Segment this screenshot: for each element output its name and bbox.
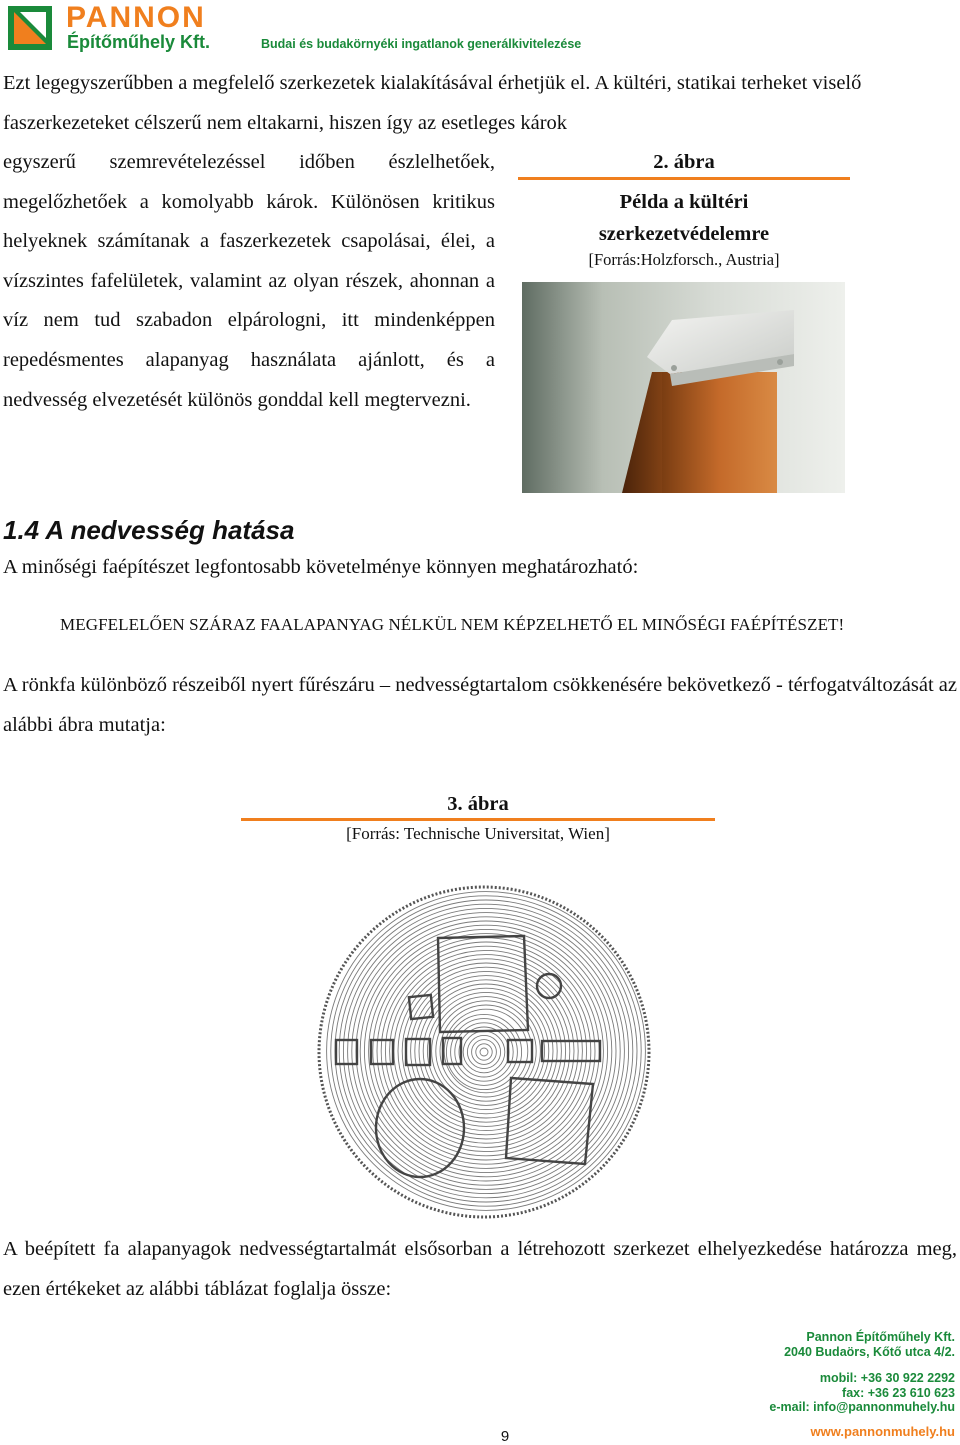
- log-cross-section-drawing: [310, 878, 658, 1226]
- footer-address: 2040 Budaörs, Kőtő utca 4/2.: [784, 1344, 955, 1359]
- volume-change-paragraph: A rönkfa különböző részeiből nyert fűrészáru – nedvességtartalom csökkenésére bekövetkező - térfogatváltozását az alábbi ábra mutatja:: [3, 674, 957, 736]
- figure-2-source: [Forrás:Holzforsch., Austria]: [588, 250, 780, 269]
- closing-paragraph: A beépített fa alapanyagok nedvességtartalmát elsősorban a létrehozott szerkezet elhelyezkedése határozza meg, ezen értékeket az alábbi táblázat foglalja össze:: [3, 1238, 957, 1300]
- footer-company: Pannon Építőműhely Kft.: [806, 1330, 955, 1344]
- footer-contact: [740, 1330, 955, 1415]
- cross-section-piece-3: [406, 1039, 430, 1065]
- figure-2-rule: [518, 177, 850, 180]
- section-intro: A minőségi faépítészet legfontosabb követelménye könnyen meghatározható:: [3, 556, 639, 578]
- brand-tagline: Budai és budakörnyéki ingatlanok generálkivitelezése: [261, 37, 582, 51]
- pannon-logo-icon: [8, 6, 52, 50]
- intro-paragraph-column: egyszerű szemrevételezéssel időben észlelhetőek, megelőzhetőek a komolyabb károk. Különösen kritikus helyeknek számítanak a faszerkezetek csapolásai, élei, a vízszintes fafelületek, valamint az olyan részek, ahonnan a víz nem tud szabadon elpárologni, itt mindenképpen repedésmentes alapanyag használata ajánlott, és a nedvesség elvezetését különös gonddal kell megtervezni.: [3, 151, 495, 411]
- figure-2-title: 2. ábra: [653, 151, 715, 173]
- intro-paragraph-full: Ezt legegyszerűbben a megfelelő szerkezetek kialakításával érhetjük el. A kültéri, statikai terheket viselő faszerkezeteket célszerű nem eltakarni, hiszen így az esetleges károk: [3, 72, 862, 134]
- figure-2-caption-line2: szerkezetvédelemre: [598, 223, 770, 245]
- page-number: 9: [500, 1428, 510, 1445]
- wood-post-photo: [522, 282, 845, 493]
- footer-website-link[interactable]: www.pannonmuhely.hu: [810, 1424, 955, 1439]
- figure-2-caption: [518, 188, 850, 246]
- brand-name: PANNON: [66, 1, 206, 34]
- figure-2-caption-line1: Példa a kültéri: [619, 191, 749, 213]
- cross-section-piece-6: [542, 1041, 600, 1061]
- footer-mobile: mobil: +36 30 922 2292: [819, 1371, 955, 1385]
- brand-subtitle: Építőműhely Kft.: [67, 32, 210, 52]
- figure-3-title: 3. ábra: [447, 793, 509, 815]
- figure-3-rule: [241, 818, 715, 821]
- growth-rings: [327, 892, 646, 1211]
- emphasis-statement: MEGFELELŐEN SZÁRAZ FAALAPANYAG NÉLKÜL NEM KÉPZELHETŐ EL MINŐSÉGI FAÉPÍTÉSZET!: [60, 615, 845, 634]
- footer-fax: fax: +36 23 610 623: [842, 1385, 955, 1400]
- cross-section-round-post: [376, 1079, 464, 1177]
- figure-3-source: [Forrás: Technische Universitat, Wien]: [346, 824, 610, 843]
- footer-email[interactable]: e-mail: info@pannonmuhely.hu: [769, 1400, 955, 1414]
- section-heading: 1.4 A nedvesség hatása: [3, 515, 295, 545]
